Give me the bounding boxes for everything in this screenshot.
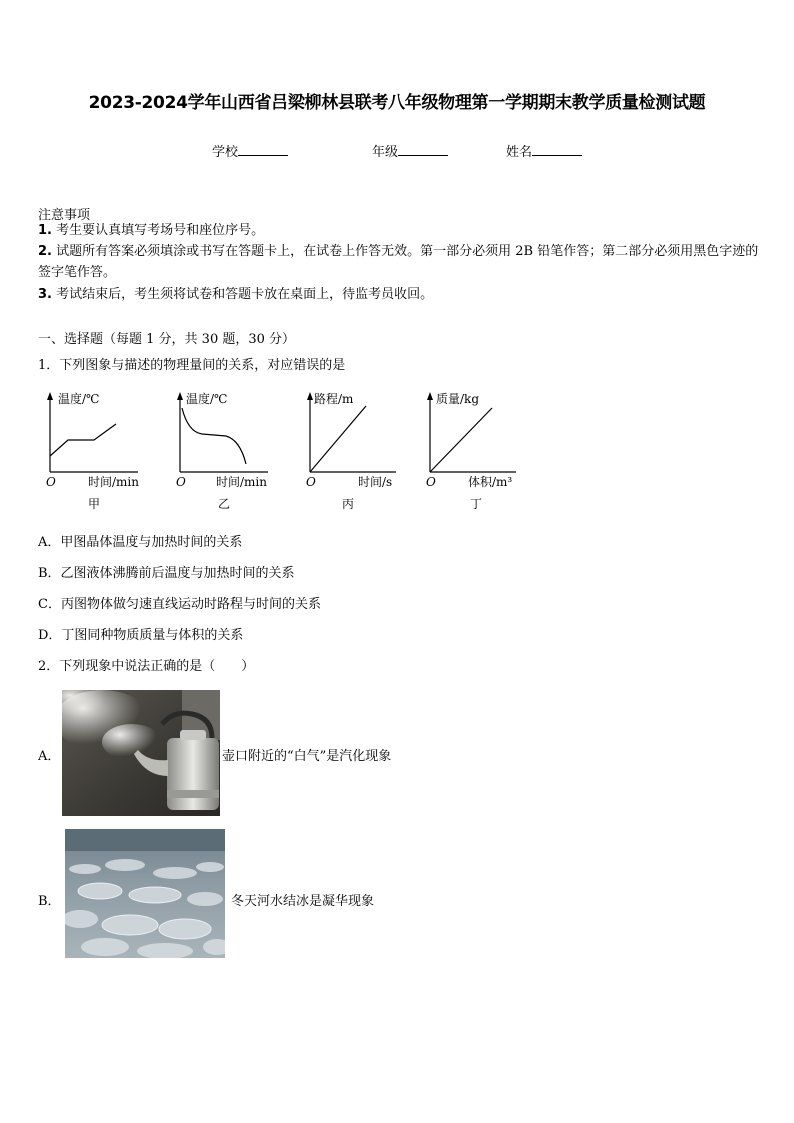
note-text: 考生要认真填写考场号和座位序号。 xyxy=(56,223,265,238)
q2-option-b-text[interactable]: 冬天河水结冰是凝华现象 xyxy=(231,894,375,909)
school-blank[interactable] xyxy=(238,143,288,156)
graph-caption: 乙 xyxy=(218,497,231,511)
x-label: 体积/m³ xyxy=(468,475,513,489)
x-label: 时间/min xyxy=(88,475,139,489)
kettle-steam-photo xyxy=(62,690,220,816)
graph-yi xyxy=(170,388,280,516)
name-field[interactable] xyxy=(506,141,582,160)
curve xyxy=(50,424,116,456)
q1-option-a[interactable]: A．甲图晶体温度与加热时间的关系 xyxy=(38,535,243,550)
y-arrow xyxy=(177,392,183,400)
question-2-stem: 2．下列现象中说法正确的是（ ） xyxy=(38,659,255,674)
y-label: 温度/℃ xyxy=(58,392,100,406)
graph-ding xyxy=(420,388,530,516)
y-arrow xyxy=(427,392,433,400)
note-1 xyxy=(38,220,760,241)
origin-label: O xyxy=(306,475,316,489)
grade-field[interactable] xyxy=(372,141,448,160)
q2-option-a-text[interactable]: 壶口附近的“白气”是汽化现象 xyxy=(222,749,392,764)
y-arrow xyxy=(47,392,53,400)
curve xyxy=(182,408,246,464)
curve xyxy=(430,408,492,472)
origin-label: O xyxy=(46,475,56,489)
grade-label: 年级 xyxy=(372,145,399,160)
name-blank[interactable] xyxy=(532,143,582,156)
note-number: 2. xyxy=(38,244,52,259)
q2-option-b-letter[interactable]: B． xyxy=(38,894,61,909)
y-label: 路程/m xyxy=(314,392,354,406)
note-3 xyxy=(38,284,760,305)
x-label: 时间/s xyxy=(358,475,393,489)
school-label: 学校 xyxy=(212,145,239,160)
y-arrow xyxy=(307,392,313,400)
question-1-stem: 1．下列图象与描述的物理量间的关系，对应错误的是 xyxy=(38,358,346,373)
note-2 xyxy=(38,241,760,283)
note-number: 1. xyxy=(38,223,52,238)
graph-jia xyxy=(40,388,150,516)
q1-option-c[interactable]: C．丙图物体做匀速直线运动时路程与时间的关系 xyxy=(38,597,321,612)
origin-label: O xyxy=(426,475,436,489)
graph-caption: 丁 xyxy=(470,497,483,511)
frozen-river-photo xyxy=(65,829,225,958)
graph-bing xyxy=(300,388,410,516)
graph-caption: 甲 xyxy=(88,497,101,511)
notes-heading: 注意事项 xyxy=(38,208,91,223)
name-label: 姓名 xyxy=(506,145,533,160)
graph-caption: 丙 xyxy=(342,497,355,511)
origin-label: O xyxy=(176,475,186,489)
note-text: 试题所有答案必须填涂或书写在答题卡上，在试卷上作答无效。第一部分必须用 2B 铅笔作答；第二部分必须用黑色字迹的签字笔作答。 xyxy=(38,244,759,280)
note-number: 3. xyxy=(38,287,52,302)
y-label: 质量/kg xyxy=(436,392,479,406)
q1-option-d[interactable]: D．丁图同种物质质量与体积的关系 xyxy=(38,628,244,643)
school-field[interactable] xyxy=(212,141,288,160)
x-label: 时间/min xyxy=(216,475,267,489)
page-title: 2023-2024学年山西省吕梁柳林县联考八年级物理第一学期期末教学质量检测试题 xyxy=(88,93,706,113)
y-label: 温度/℃ xyxy=(186,392,228,406)
q1-option-b[interactable]: B．乙图液体沸腾前后温度与加热时间的关系 xyxy=(38,566,295,581)
grade-blank[interactable] xyxy=(398,143,448,156)
curve xyxy=(310,406,366,472)
section-heading: 一、选择题（每题 1 分，共 30 题，30 分） xyxy=(38,332,296,347)
note-text: 考试结束后，考生须将试卷和答题卡放在桌面上，待监考员收回。 xyxy=(56,287,434,302)
q2-option-a-letter[interactable]: A． xyxy=(38,749,61,764)
